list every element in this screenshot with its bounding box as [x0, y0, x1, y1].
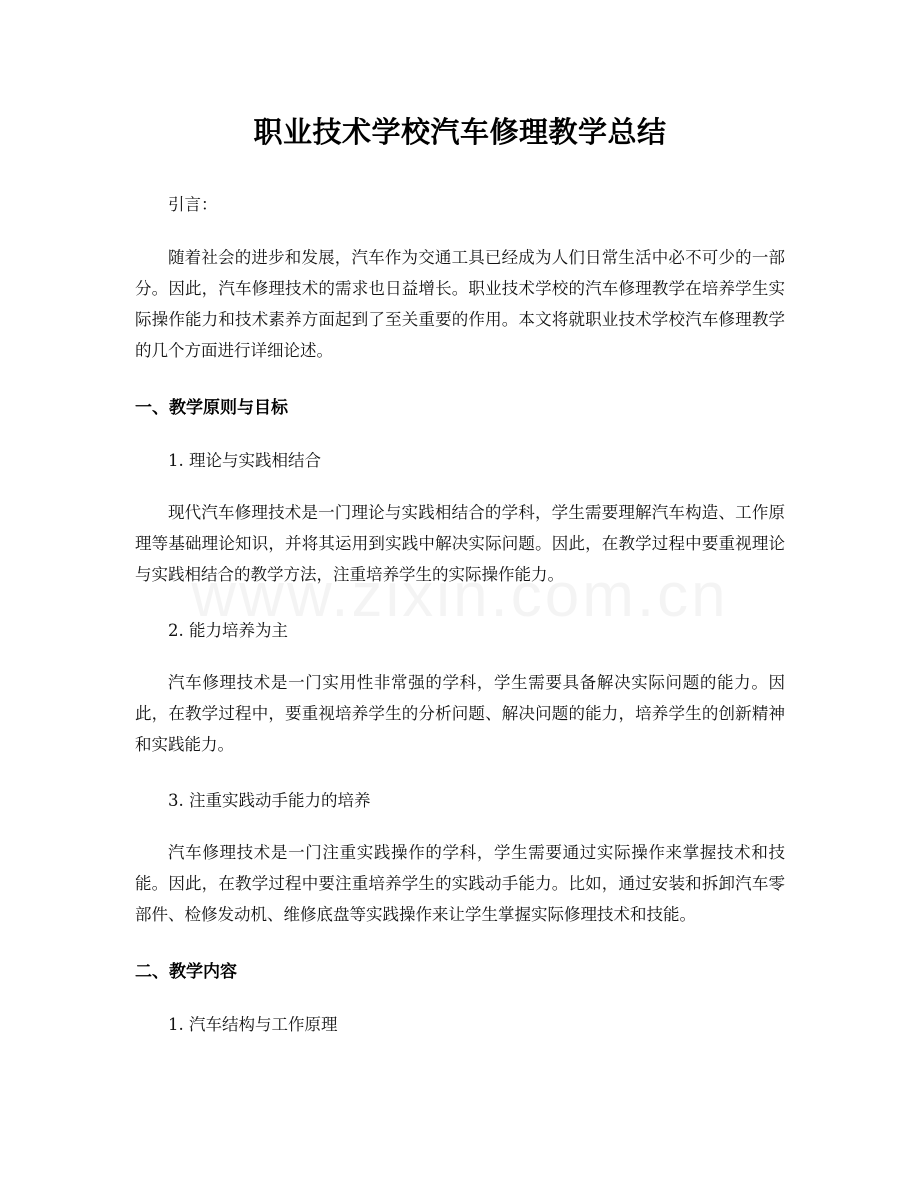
document-body: [0, 112, 920, 1039]
section-1-heading: 一、教学原则与目标: [135, 398, 288, 418]
section-1-item-1-title: 1. 理论与实践相结合: [168, 451, 321, 470]
section-1-item-3-text: 汽车修理技术是一门注重实践操作的学科，学生需要通过实际操作来掌握技术和技能。因此，在教学过程中要注重培养学生的实践动手能力。比如，通过安装和拆卸汽车零部件、检修发动机、维修底盘等实践操作来让学生掌握实际修理技术和技能。: [135, 843, 785, 924]
document-title: 职业技术学校汽车修理教学总结: [253, 115, 667, 149]
section-1-item-2-title: 2. 能力培养为主: [168, 621, 288, 640]
section-2-heading: 二、教学内容: [135, 962, 237, 982]
section-1-item-1-text: 现代汽车修理技术是一门理论与实践相结合的学科，学生需要理解汽车构造、工作原理等基础理论知识，并将其运用到实践中解决实际问题。因此，在教学过程中要重视理论与实践相结合的教学方法，注重培养学生的实际操作能力。: [135, 503, 785, 584]
section-1-item-2-text: 汽车修理技术是一门实用性非常强的学科，学生需要具备解决实际问题的能力。因此，在教学过程中，要重视培养学生的分析问题、解决问题的能力，培养学生的创新精神和实践能力。: [135, 673, 785, 754]
section-1-item-3-title: 3. 注重实践动手能力的培养: [168, 791, 371, 810]
section-2-item-1-title: 1. 汽车结构与工作原理: [168, 1015, 338, 1034]
intro-paragraph: 随着社会的进步和发展，汽车作为交通工具已经成为人们日常生活中必不可少的一部分。因此，汽车修理技术的需求也日益增长。职业技术学校的汽车修理教学在培养学生实际操作能力和技术素养方面起到了至关重要的作用。本文将就职业技术学校汽车修理教学的几个方面进行详细论述。: [135, 248, 785, 360]
intro-label: 引言：: [168, 195, 218, 214]
